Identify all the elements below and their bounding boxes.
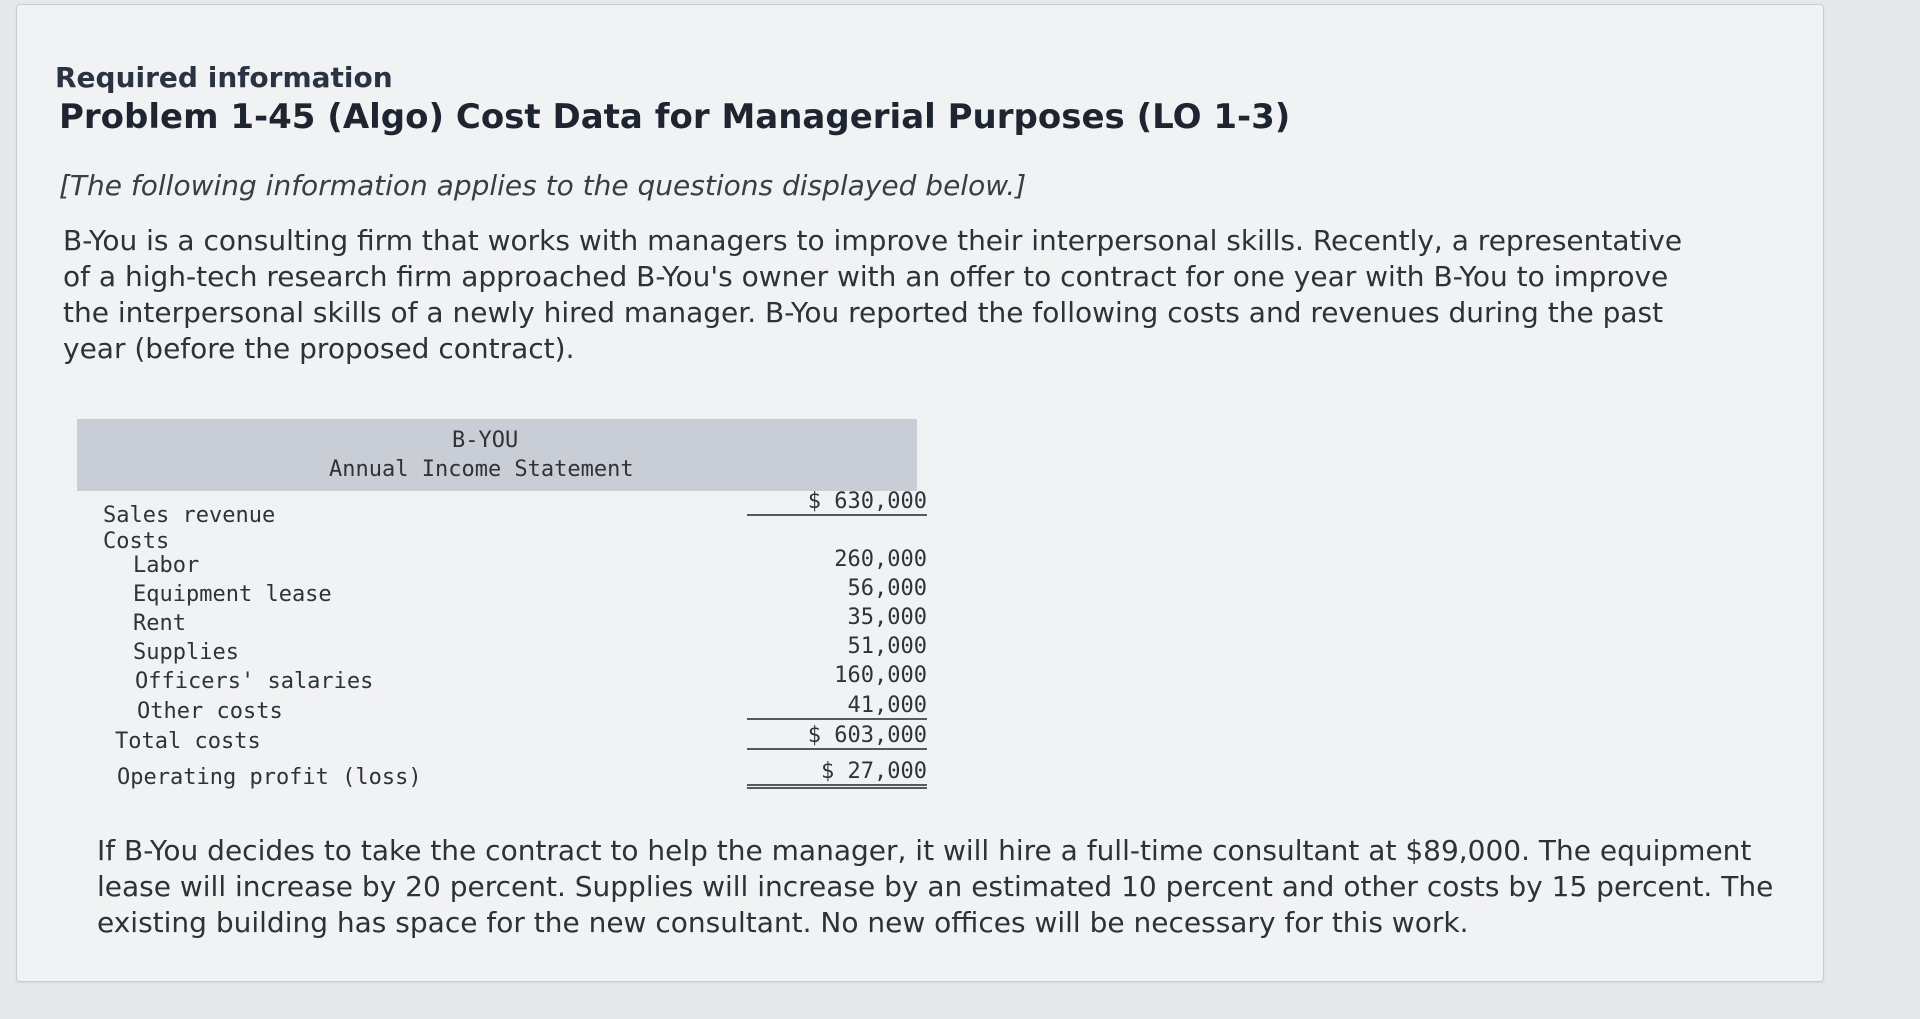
problem-panel — [16, 4, 1824, 982]
cost-item-label: Labor — [133, 553, 200, 578]
intro-paragraph: B-You is a consulting firm that works with managers to improve their interpersonal skills. Recently, a representative of a high-tech research firm approached B-You's owner with an offer to contract for one year with B-You to improve the interpersonal skills of a newly hired manager. B-You reported the following costs and revenues during the past year (before the proposed contract). — [63, 224, 1683, 365]
sales-revenue-amount: $ 630,000 — [747, 489, 927, 516]
costs-label: Costs — [103, 529, 170, 554]
cost-item-amount: 51,000 — [847, 634, 927, 659]
cost-item-label: Supplies — [133, 640, 239, 665]
cost-item-label: Equipment lease — [133, 582, 332, 607]
operating-profit-label: Operating profit (loss) — [117, 765, 422, 790]
cost-item-label: Rent — [133, 611, 186, 636]
cost-item-amount: 41,000 — [747, 693, 927, 720]
required-information-heading: Required information — [55, 61, 393, 94]
total-costs-row — [77, 723, 927, 757]
statement-company: B-YOU — [452, 428, 519, 453]
cost-item-amount: 260,000 — [834, 547, 927, 572]
cost-item-label: Officers' salaries — [135, 669, 374, 694]
income-statement — [77, 419, 927, 799]
cost-item-label: Other costs — [137, 699, 283, 724]
operating-profit-row — [77, 759, 927, 793]
sales-revenue-label: Sales revenue — [103, 503, 276, 528]
problem-title: Problem 1-45 (Algo) Cost Data for Managerial Purposes (LO 1-3) — [59, 97, 1291, 137]
total-costs-label: Total costs — [115, 729, 261, 754]
operating-profit-amount: $ 27,000 — [747, 759, 927, 789]
cost-item-amount: 56,000 — [847, 576, 927, 601]
cost-item-amount: 160,000 — [834, 663, 927, 688]
cost-item-amount: 35,000 — [847, 605, 927, 630]
sales-revenue-row — [77, 489, 927, 528]
statement-title: Annual Income Statement — [329, 457, 634, 482]
total-costs-amount: $ 603,000 — [747, 723, 927, 750]
closing-paragraph: If B-You decides to take the contract to help the manager, it will hire a full-time consultant at $89,000. The equipment lease will increase by 20 percent. Supplies will increase by an estimated 10 percent and other costs by 15 percent. The existing building has space for the new consultant. No new offices will be necessary for this work. — [97, 834, 1774, 939]
applies-note: [The following information applies to the questions displayed below.] — [59, 169, 1027, 202]
statement-header — [77, 419, 917, 491]
